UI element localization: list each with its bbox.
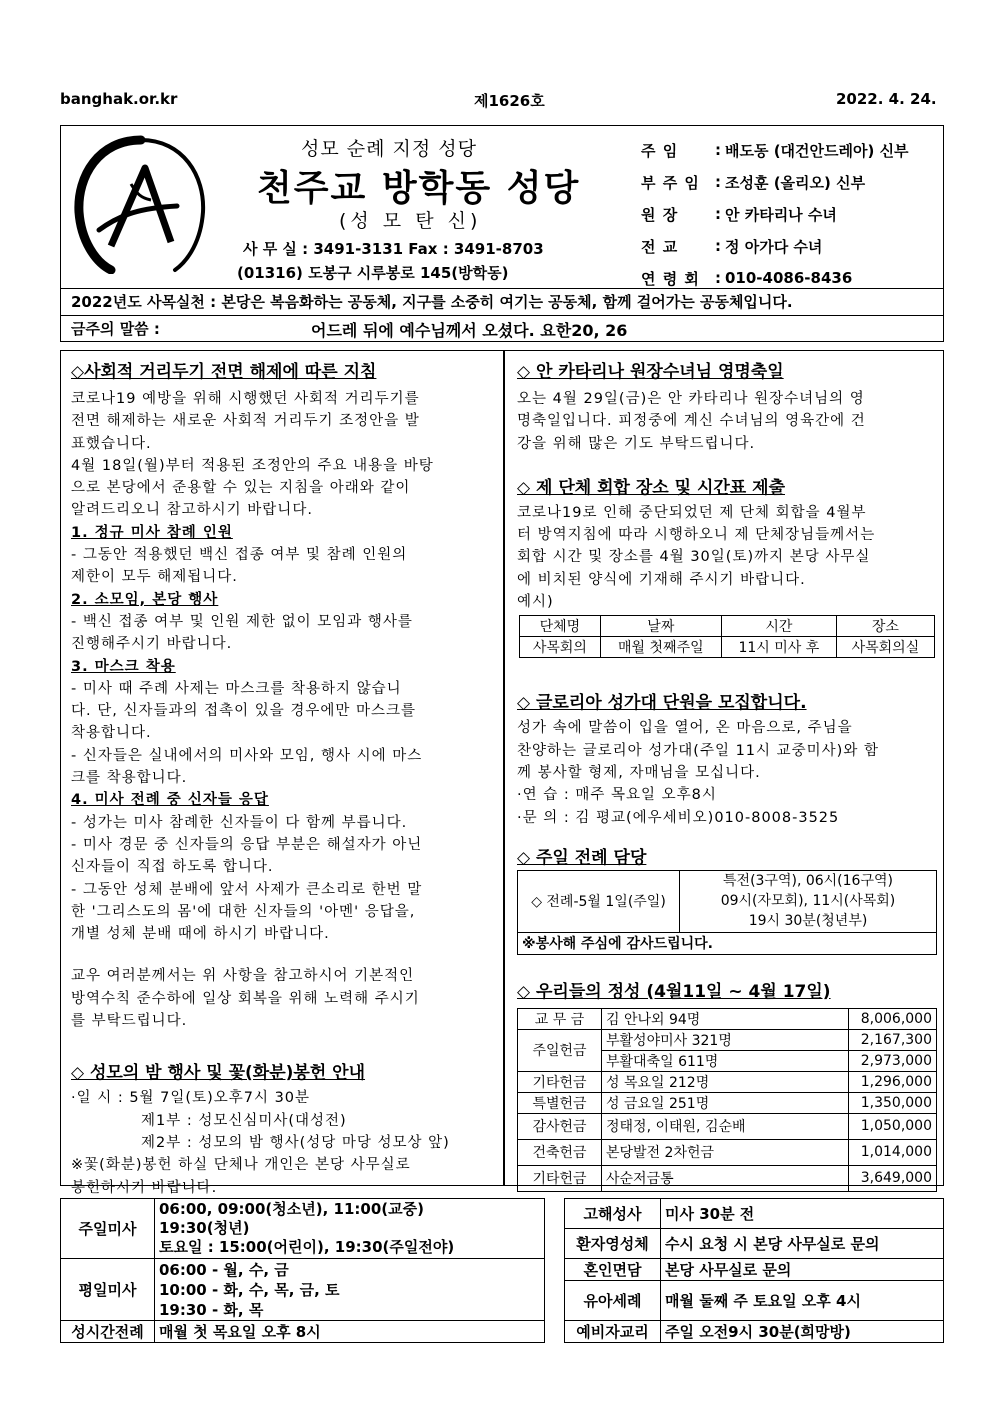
- staff-row: 원 장 : 안 카타리나 수녀: [641, 205, 837, 224]
- offering-category: 특별헌금: [518, 1092, 602, 1113]
- may-devotion-body: [71, 1087, 493, 1198]
- text-line: 강을 위해 많은 기도 부탁드립니다.: [517, 435, 756, 452]
- text-line: 코로나19로 인해 중단되었던 제 단체 회합을 4월부: [517, 504, 867, 521]
- offering-amount: 3,649,000: [849, 1165, 937, 1191]
- newsletter-name: (성 모 탄 신): [339, 210, 482, 232]
- staff-role: 전 교: [641, 237, 679, 256]
- text-line: 를 부탁드립니다.: [71, 1013, 188, 1030]
- text-line: 오는 4월 29일(금)은 안 카타리나 원장수녀님의 영: [517, 391, 865, 407]
- weekday-mass-line: 10:00 - 화, 수, 목, 금, 토: [159, 1280, 340, 1299]
- offering-category: 기타헌금: [518, 1071, 602, 1092]
- schedule-label: 고해성사: [565, 1199, 661, 1229]
- liturgy-thanks: ※봉사해 주심에 감사드립니다.: [518, 932, 937, 954]
- text-line: 터 방역지침에 따라 시행하오니 제 단체장님들께서는: [517, 527, 876, 544]
- table-header: 날짜: [600, 616, 721, 637]
- offering-amount: 1,350,000: [849, 1092, 937, 1113]
- right-column: [517, 357, 937, 1192]
- offering-amount: 1,050,000: [849, 1113, 937, 1139]
- pastoral-motto: 2022년도 사목실천 : 본당은 복음화하는 공동체, 지구를 소중히 여기는 공동체, 함께 걸어가는 공동체입니다.: [60, 289, 944, 316]
- group-meeting-title: ◇ 제 단체 회합 장소 및 시간표 제출: [517, 477, 785, 498]
- offering-category: 감사헌금: [518, 1113, 602, 1139]
- text-line: - 그동안 성체 분배에 앞서 사제가 큰소리로 한번 말: [71, 881, 423, 898]
- schedule-label: 예비자교리: [565, 1321, 661, 1343]
- text-line: - 신자들은 실내에서의 미사와 모임, 행사 시에 마스: [71, 747, 423, 764]
- parish-logo-icon: [71, 134, 211, 274]
- schedule-value: 주일 오전9시 30분(희망방): [661, 1321, 944, 1343]
- column-divider: [503, 351, 505, 1185]
- text-line: 전면 해제하는 새로운 사회적 거리두기 조정안을 발: [71, 413, 420, 430]
- table-header: 시간: [721, 616, 836, 637]
- text-line: 께 봉사할 형제, 자매님을 모십니다.: [517, 764, 761, 781]
- text-line: - 미사 때 주례 사제는 마스크를 착용하지 않습니: [71, 680, 402, 697]
- staff-role: 주 임: [641, 141, 679, 160]
- staff-list: [641, 134, 941, 294]
- liturgy-date: ◇ 전례-5월 1일(주일): [518, 870, 680, 932]
- staff-row: 주 임 : 배도동 (대건안드레아) 신부: [641, 141, 909, 160]
- offering-amount: 2,167,300: [849, 1029, 937, 1050]
- staff-row: 전 교 : 정 아가다 수녀: [641, 237, 823, 256]
- offerings-title: ◇ 우리들의 정성 (4월11일 ~ 4월 17일): [517, 981, 831, 1002]
- offering-category: 주일헌금: [518, 1029, 602, 1071]
- header-subtitle: 성모 순례 지정 성당: [301, 138, 477, 160]
- text-line: 한 '그리스도의 몸'에 대한 신자들의 '아멘' 응답을,: [71, 903, 416, 920]
- website: banghak.or.kr: [60, 90, 178, 108]
- offering-desc: 사순저금통: [602, 1165, 849, 1191]
- text-line: - 성가는 미사 참례한 신자들이 다 함께 부릅니다.: [71, 814, 408, 831]
- staff-name: 조성훈 (올리오) 신부: [725, 173, 866, 192]
- liturgy-line: 09시(자모회), 11시(사목회): [720, 893, 896, 910]
- text-line: 성가 속에 말씀이 입을 열어, 온 마음으로, 주님을: [517, 720, 853, 737]
- subheading: 1. 정규 미사 참례 인원: [71, 524, 233, 541]
- table-row: [518, 1008, 937, 1029]
- choir-title: ◇ 글로리아 성가대 단원을 모집합니다.: [517, 693, 807, 714]
- offering-category: 교 무 금: [518, 1008, 602, 1029]
- table-row: [518, 1071, 937, 1092]
- table-row: [518, 1139, 937, 1165]
- text-line: - 미사 경문 중 신자들의 응답 부분은 해설자가 아닌: [71, 836, 423, 853]
- issue-date: 2022. 4. 24.: [836, 90, 937, 108]
- offering-desc: 성 목요일 212명: [602, 1071, 849, 1092]
- text-line: ※꽃(화분)봉헌 하실 단체나 개인은 본당 사무실로: [71, 1157, 411, 1174]
- staff-role: 부 주 임: [641, 173, 700, 192]
- weekday-mass-line: 19:30 - 화, 목: [159, 1300, 264, 1319]
- meeting-example-table: [519, 615, 935, 658]
- staff-row: 부 주 임 : 조성훈 (올리오) 신부: [641, 173, 866, 192]
- offering-category: 건축헌금: [518, 1139, 602, 1165]
- feast-day-title: ◇ 안 카타리나 원장수녀님 영명축일: [517, 362, 784, 382]
- offering-desc: 정태정, 이태원, 김순배: [602, 1113, 849, 1139]
- text-line: 제1부 : 성모신심미사(대성전): [141, 1112, 347, 1129]
- text-line: 교우 여러분께서는 위 사항을 참고하시어 기본적인: [71, 968, 415, 985]
- sunday-mass-line: 토요일 : 15:00(어린이), 19:30(주일전야): [159, 1238, 455, 1256]
- text-line: 신자들이 직접 하도록 합니다.: [71, 859, 274, 876]
- text-line: 명축일입니다. 피정중에 계신 수녀님의 영육간에 건: [517, 413, 866, 430]
- schedule-value: 미사 30분 전: [661, 1199, 944, 1229]
- text-line: 제2부 : 성모의 밤 행사(성당 마당 성모상 앞): [141, 1134, 450, 1151]
- offering-desc: 본당발전 2차헌금: [602, 1139, 849, 1165]
- issue-number: 제1626호: [474, 92, 545, 110]
- mass-schedule-table: [60, 1198, 944, 1343]
- text-line: 으로 본당에서 준용할 수 있는 지침을 아래와 같이: [71, 480, 411, 497]
- text-line: 진행해주시기 바랍니다.: [71, 636, 233, 653]
- text-line: 알려드리오니 참고하시기 바랍니다.: [71, 502, 313, 519]
- offering-desc: 부활성야미사 321명: [602, 1029, 849, 1050]
- text-line: ·일 시 : 5월 7일(토)오후7시 30분: [71, 1090, 311, 1107]
- staff-name: 정 아가다 수녀: [725, 237, 823, 256]
- text-line: 코로나19 예방을 위해 시행했던 사회적 거리두기를: [71, 391, 420, 407]
- table-row: [518, 1029, 937, 1050]
- weekly-word-text: 어드레 뒤에 예수님께서 오셨다. 요한20, 26: [311, 321, 628, 340]
- liturgy-duty-table: [517, 870, 937, 955]
- staff-name: 배도동 (대건안드레아) 신부: [725, 141, 909, 160]
- liturgy-line: 특전(3구역), 06시(16구역): [723, 873, 893, 890]
- offering-amount: 1,296,000: [849, 1071, 937, 1092]
- schedule-label: 환자영성체: [565, 1229, 661, 1259]
- text-line: 개별 성체 분배 때에 하시기 바랍니다.: [71, 926, 330, 943]
- offering-amount: 8,006,000: [849, 1008, 937, 1029]
- text-line: 착용합니다.: [71, 725, 152, 742]
- staff-role: 연 령 회: [641, 269, 700, 288]
- subheading: 4. 미사 전례 중 신자들 응답: [71, 792, 269, 809]
- main-content: [60, 350, 944, 1196]
- text-line: 다. 단, 신자들과의 접촉이 있을 경우에만 마스크를: [71, 703, 417, 720]
- offering-desc: 김 안나외 94명: [602, 1008, 849, 1029]
- schedule-label: 유아세례: [565, 1281, 661, 1321]
- staff-name: 010-4086-8436: [725, 269, 853, 287]
- table-header: 단체명: [520, 616, 601, 637]
- liturgy-duty-title: ◇ 주일 전례 담당: [517, 847, 647, 868]
- weekday-mass-label: 평일미사: [61, 1259, 155, 1321]
- text-line: 방역수칙 준수하에 일상 회복을 위해 노력해 주시기: [71, 990, 420, 1007]
- schedule-value: 본당 사무실로 문의: [661, 1259, 944, 1281]
- adoration-value: 매월 첫 목요일 오후 8시: [155, 1321, 545, 1343]
- table-cell: 사목회의실: [836, 637, 934, 658]
- subheading: 2. 소모임, 본당 행사: [71, 591, 219, 608]
- sunday-mass-line: 19:30(청년): [159, 1219, 250, 1237]
- text-line: 봉헌하시기 바랍니다.: [71, 1179, 218, 1196]
- weekly-word: [60, 316, 944, 342]
- sunday-mass-line: 06:00, 09:00(청소년), 11:00(교중): [159, 1200, 424, 1218]
- weekly-word-label: 금주의 말씀 :: [71, 320, 160, 338]
- offering-amount: 2,973,000: [849, 1050, 937, 1071]
- subheading: 3. 마스크 착용: [71, 658, 176, 675]
- office-phone: 사 무 실 : 3491-3131 Fax : 3491-8703: [243, 240, 544, 258]
- example-label: 예시): [517, 594, 554, 611]
- table-cell: 11시 미사 후: [721, 637, 836, 658]
- schedule-label: 혼인면담: [565, 1259, 661, 1281]
- table-row: [518, 1092, 937, 1113]
- offering-desc: 성 금요일 251명: [602, 1092, 849, 1113]
- text-line: 크를 착용합니다.: [71, 770, 188, 787]
- text-line: 회합 시간 및 장소를 4월 30일(토)까지 본당 사무실: [517, 549, 871, 566]
- may-devotion-title: ◇ 성모의 밤 행사 및 꽃(화분)봉헌 안내: [71, 1063, 366, 1084]
- liturgy-line: 19시 30분(청년부): [748, 913, 868, 930]
- table-cell: 매월 첫째주일: [600, 637, 721, 658]
- table-header: 장소: [836, 616, 934, 637]
- staff-row: 연 령 회 : 010-4086-8436: [641, 269, 853, 288]
- schedule-value: 매월 둘째 주 토요일 오후 4시: [661, 1281, 944, 1321]
- table-cell: 사목회의: [520, 637, 601, 658]
- text-line: 4월 18일(월)부터 적용된 조정안의 주요 내용을 바탕: [71, 457, 434, 474]
- table-row: [518, 1113, 937, 1139]
- parish-address: (01316) 도봉구 시루봉로 145(방학동): [237, 264, 509, 282]
- text-line: ·연 습 : 매주 목요일 오후8시: [517, 787, 717, 804]
- offering-category: 기타헌금: [518, 1165, 602, 1191]
- table-row: [518, 1165, 937, 1191]
- text-line: 에 비치된 양식에 기재해 주시기 바랍니다.: [517, 571, 806, 588]
- text-line: 제한이 모두 해제됩니다.: [71, 569, 238, 586]
- sunday-mass-label: 주일미사: [61, 1199, 155, 1259]
- weekday-mass-line: 06:00 - 월, 수, 금: [159, 1260, 289, 1279]
- distancing-notice-body: [71, 388, 493, 1032]
- text-line: - 백신 접종 여부 및 인원 제한 없이 모임과 행사를: [71, 613, 413, 630]
- distancing-notice-title: ◇사회적 거리두기 전면 해제에 따른 지침: [71, 362, 377, 382]
- offerings-table: [517, 1008, 937, 1192]
- adoration-label: 성시간전례: [61, 1321, 155, 1343]
- text-line: 찬양하는 글로리아 성가대(주일 11시 교중미사)와 함: [517, 742, 879, 759]
- text-line: ·문 의 : 김 평교(에우세비오)010-8008-3525: [517, 809, 840, 826]
- text-line: - 그동안 적용했던 백신 접종 여부 및 참례 인원의: [71, 547, 408, 564]
- schedule-value: 수시 요청 시 본당 사무실로 문의: [661, 1229, 944, 1259]
- staff-name: 안 카타리나 수녀: [725, 205, 837, 224]
- staff-role: 원 장: [641, 205, 679, 224]
- offering-desc: 부활대축일 611명: [602, 1050, 849, 1071]
- header-box: [60, 125, 944, 289]
- offering-amount: 1,014,000: [849, 1139, 937, 1165]
- left-column: [71, 357, 493, 1199]
- text-line: 표했습니다.: [71, 435, 152, 452]
- parish-title: 천주교 방학동 성당: [257, 168, 581, 209]
